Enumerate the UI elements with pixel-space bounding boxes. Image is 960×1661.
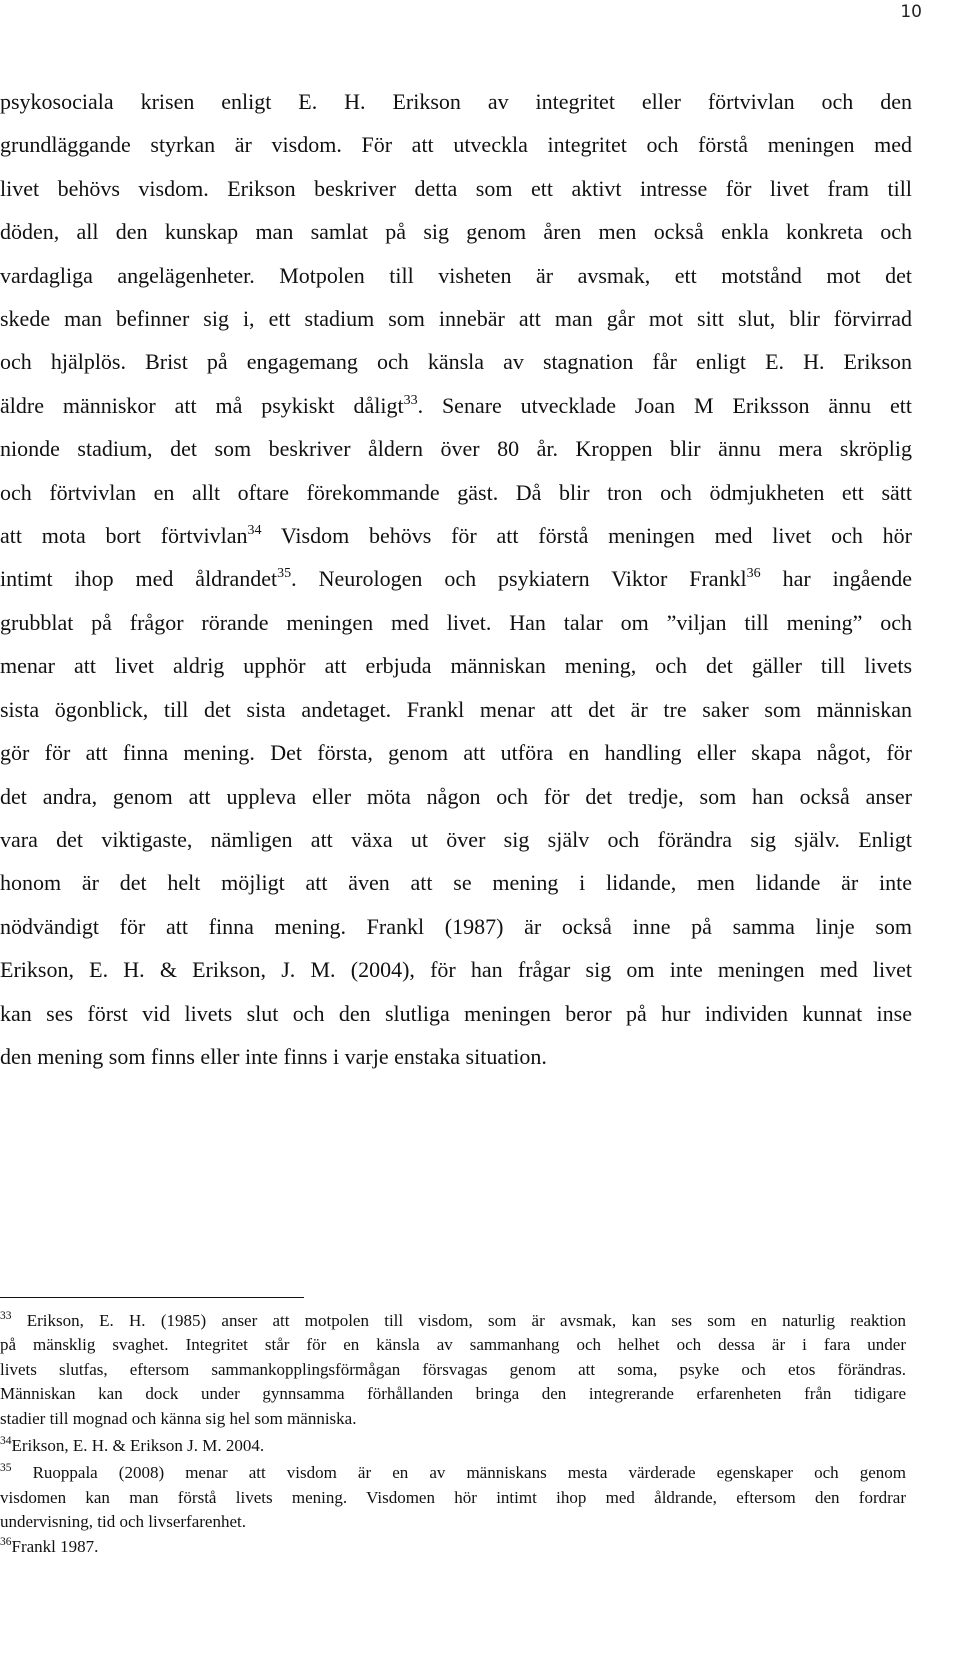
text-segment: har ingående: [760, 566, 913, 592]
text-line: menar att livet aldrig upphör att erbjuda människan mening, och det gäller till livets: [0, 653, 912, 679]
footnote-line: livets slutfas, eftersom sammankopplingsförmågan försvagas genom att soma, psyke och etos förändras.: [0, 1359, 906, 1379]
footnote-text: Erikson, E. H. (1985) anser att motpolen till visdom, som är avsmak, kan ses som en naturlig reaktion: [11, 1311, 906, 1330]
text-line: livet behövs visdom. Erikson beskriver detta som ett aktivt intresse för livet fram till: [0, 175, 912, 201]
footnote-mark: 34: [0, 1435, 12, 1448]
footnote-mark: 33: [0, 1310, 12, 1322]
footnote-line: undervisning, tid och livserfarenhet.: [0, 1512, 246, 1532]
footnote-line: [0, 1309, 906, 1333]
footnote-mark: 36: [0, 1535, 12, 1548]
text-segment: äldre människor att må psykiskt dåligt: [0, 392, 404, 418]
text-line: sista ögonblick, till det sista andetaget. Frankl menar att det är tre saker som människan: [0, 696, 912, 722]
footnote-line: Människan kan dock under gynnsamma förhållanden bringa den integrerande erfarenheten från tidigare: [0, 1384, 906, 1404]
text-line: nödvändigt för att finna mening. Frankl (1987) är också inne på samma linje som: [0, 913, 912, 939]
text-line: [0, 514, 912, 557]
text-segment: Visdom behövs för att förstå meningen med livet och hör: [261, 523, 913, 549]
footnote-ref-33: 33: [403, 392, 418, 408]
text-line: grundläggande styrkan är visdom. För att utveckla integritet och förstå meningen med: [0, 132, 912, 158]
footnote-line: stadier till mognad och känna sig hel som människa.: [0, 1408, 357, 1428]
text-segment: . Senare utvecklade Joan M Eriksson ännu ett: [417, 392, 912, 418]
footnote-33: [0, 1309, 906, 1431]
footnote-text: Erikson, E. H. & Erikson J. M. 2004.: [11, 1436, 265, 1456]
text-line: nionde stadium, det som beskriver åldern över 80 år. Kroppen blir ännu mera skröplig: [0, 436, 912, 462]
text-line: vara det viktigaste, nämligen att växa ut över sig själv och förändra sig själv. Enligt: [0, 826, 912, 852]
text-line: grubblat på frågor rörande meningen med livet. Han talar om ”viljan till mening” och: [0, 609, 912, 635]
footnote-mark: 35: [0, 1462, 12, 1475]
footnote-line: visdomen kan man förstå livets mening. Visdomen hör intimt ihop med åldrande, eftersom den fordrar: [0, 1487, 906, 1507]
text-line: psykosociala krisen enligt E. H. Erikson av integritet eller förtvivlan och den: [0, 89, 912, 114]
body-paragraph: [0, 80, 912, 1078]
text-line: [0, 557, 912, 600]
footnote-separator: [0, 1297, 304, 1298]
text-segment: . Neurologen och psykiatern Viktor Frankl: [291, 566, 747, 592]
text-line: vardagliga angelägenheter. Motpolen till visheten är avsmak, ett motstånd mot det: [0, 262, 912, 288]
text-line: honom är det helt möjligt att även att se mening i lidande, men lidande är inte: [0, 870, 912, 896]
footnote-34: [0, 1434, 906, 1458]
text-segment: att mota bort förtvivlan: [0, 523, 248, 549]
footnote-text: Frankl 1987.: [11, 1536, 99, 1556]
footnote-line: [0, 1434, 906, 1458]
footnote-ref-36: 36: [746, 566, 761, 582]
text-line: [0, 384, 912, 427]
text-line: den mening som finns eller inte finns i varje enstaka situation.: [0, 1043, 547, 1069]
text-line: döden, all den kunskap man samlat på sig genom åren men också enkla konkreta och: [0, 219, 912, 245]
text-line: det andra, genom att uppleva eller möta någon och för det tredje, som han också anser: [0, 783, 912, 809]
page-number: 10: [900, 2, 922, 22]
text-segment: intimt ihop med åldrandet: [0, 566, 278, 592]
footnote-35: [0, 1461, 906, 1534]
footnote-ref-34: 34: [247, 523, 262, 539]
footnote-line: [0, 1461, 906, 1485]
text-line: gör för att finna mening. Det första, genom att utföra en handling eller skapa något, för: [0, 740, 912, 766]
footnote-text: Ruoppala (2008) menar att visdom är en av människans mesta värderade egenskaper och genom: [11, 1463, 906, 1483]
footnote-36: [0, 1535, 906, 1559]
footnote-line: [0, 1535, 906, 1559]
footnote-ref-35: 35: [277, 566, 292, 582]
footnotes: [0, 1309, 906, 1559]
text-line: och förtvivlan en allt oftare förekommande gäst. Då blir tron och ödmjukheten ett sätt: [0, 479, 912, 505]
text-line: skede man befinner sig i, ett stadium som innebär att man går mot sitt slut, blir förvirrad: [0, 306, 912, 332]
text-line: och hjälplös. Brist på engagemang och känsla av stagnation får enligt E. H. Erikson: [0, 349, 912, 375]
text-line: Erikson, E. H. & Erikson, J. M. (2004), för han frågar sig om inte meningen med livet: [0, 957, 912, 983]
text-line: kan ses först vid livets slut och den slutliga meningen beror på hur individen kunnat inse: [0, 1000, 912, 1026]
footnote-line: på mänsklig svaghet. Integritet står för en känsla av sammanhang och helhet och dessa är i fara under: [0, 1335, 906, 1355]
